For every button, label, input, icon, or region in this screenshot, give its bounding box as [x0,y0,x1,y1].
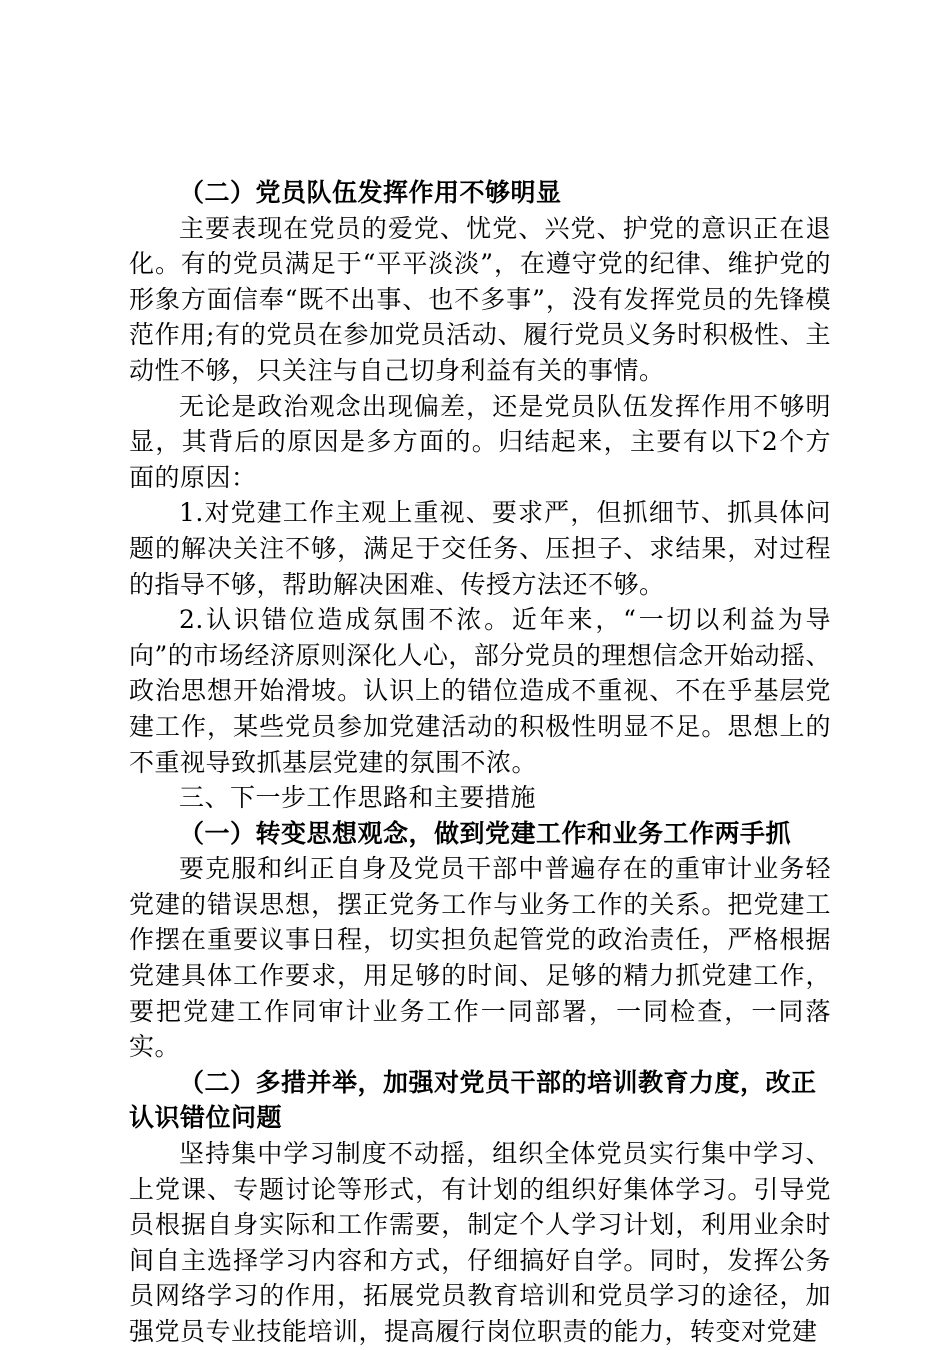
paragraph-training: 坚持集中学习制度不动摇，组织全体党员实行集中学习、上党课、专题讨论等形式，有计划的组织好集体学习。引导党员根据自身实际和工作需要，制定个人学习计划，利用业余时间自主选择学习内容和方式，仔细搞好自学。同时，发挥公务员网络学习的作用，拓展党员教育培训和党员学习的途径，加强党员专业技能培训，提高履行岗位职责的能力，转变对党建 [129,1139,831,1346]
paragraph-change-mindset: 要克服和纠正自身及党员干部中普遍存在的重审计业务轻党建的错误思想，摆正党务工作与业务工作的关系。把党建工作摆在重要议事日程，切实担负起管党的政治责任，严格根据党建具体工作要求，用足够的时间、足够的精力抓党建工作，要把党建工作同审计业务工作一同部署，一同检查，一同落实。 [129,854,831,1062]
document-page [129,175,831,1350]
paragraph-causes-intro: 无论是政治观念出现偏差，还是党员队伍发挥作用不够明显，其背后的原因是多方面的。归结起来，主要有以下2个方面的原因： [129,391,831,492]
section-heading-next-steps: 三、下一步工作思路和主要措施 [179,783,537,813]
section-heading-party-members-role: （二）党员队伍发挥作用不够明显 [179,178,562,207]
paragraph-cause-2: 2.认识错位造成氛围不浓。近年来，“一切以利益为导向”的市场经济原则深化人心，部分党员的理想信念开始动摇、政治思想开始滑坡。认识上的错位造成不重视、不在乎基层党建工作，某些党员参加党建活动的积极性明显不足。思想上的不重视导致抓基层党建的氛围不浓。 [129,605,831,777]
subsection-heading-training: （二）多措并举，加强对党员干部的培训教育力度，改正认识错位问题 [129,1067,817,1133]
subsection-heading-change-mindset: （一）转变思想观念，做到党建工作和业务工作两手抓 [179,818,792,848]
paragraph-manifestation: 主要表现在党员的爱党、忧党、兴党、护党的意识正在退化。有的党员满足于“平平淡淡”，在遵守党的纪律、维护党的形象方面信奉“既不出事、也不多事”，没有发挥党员的先锋模范作用;有的党员在参加党员活动、履行党员义务时积极性、主动性不够，只关注与自己切身利益有关的事情。 [129,213,831,385]
paragraph-cause-1: 1.对党建工作主观上重视、要求严，但抓细节、抓具体问题的解决关注不够，满足于交任务、压担子、求结果，对过程的指导不够，帮助解决困难、传授方法还不够。 [129,498,831,599]
